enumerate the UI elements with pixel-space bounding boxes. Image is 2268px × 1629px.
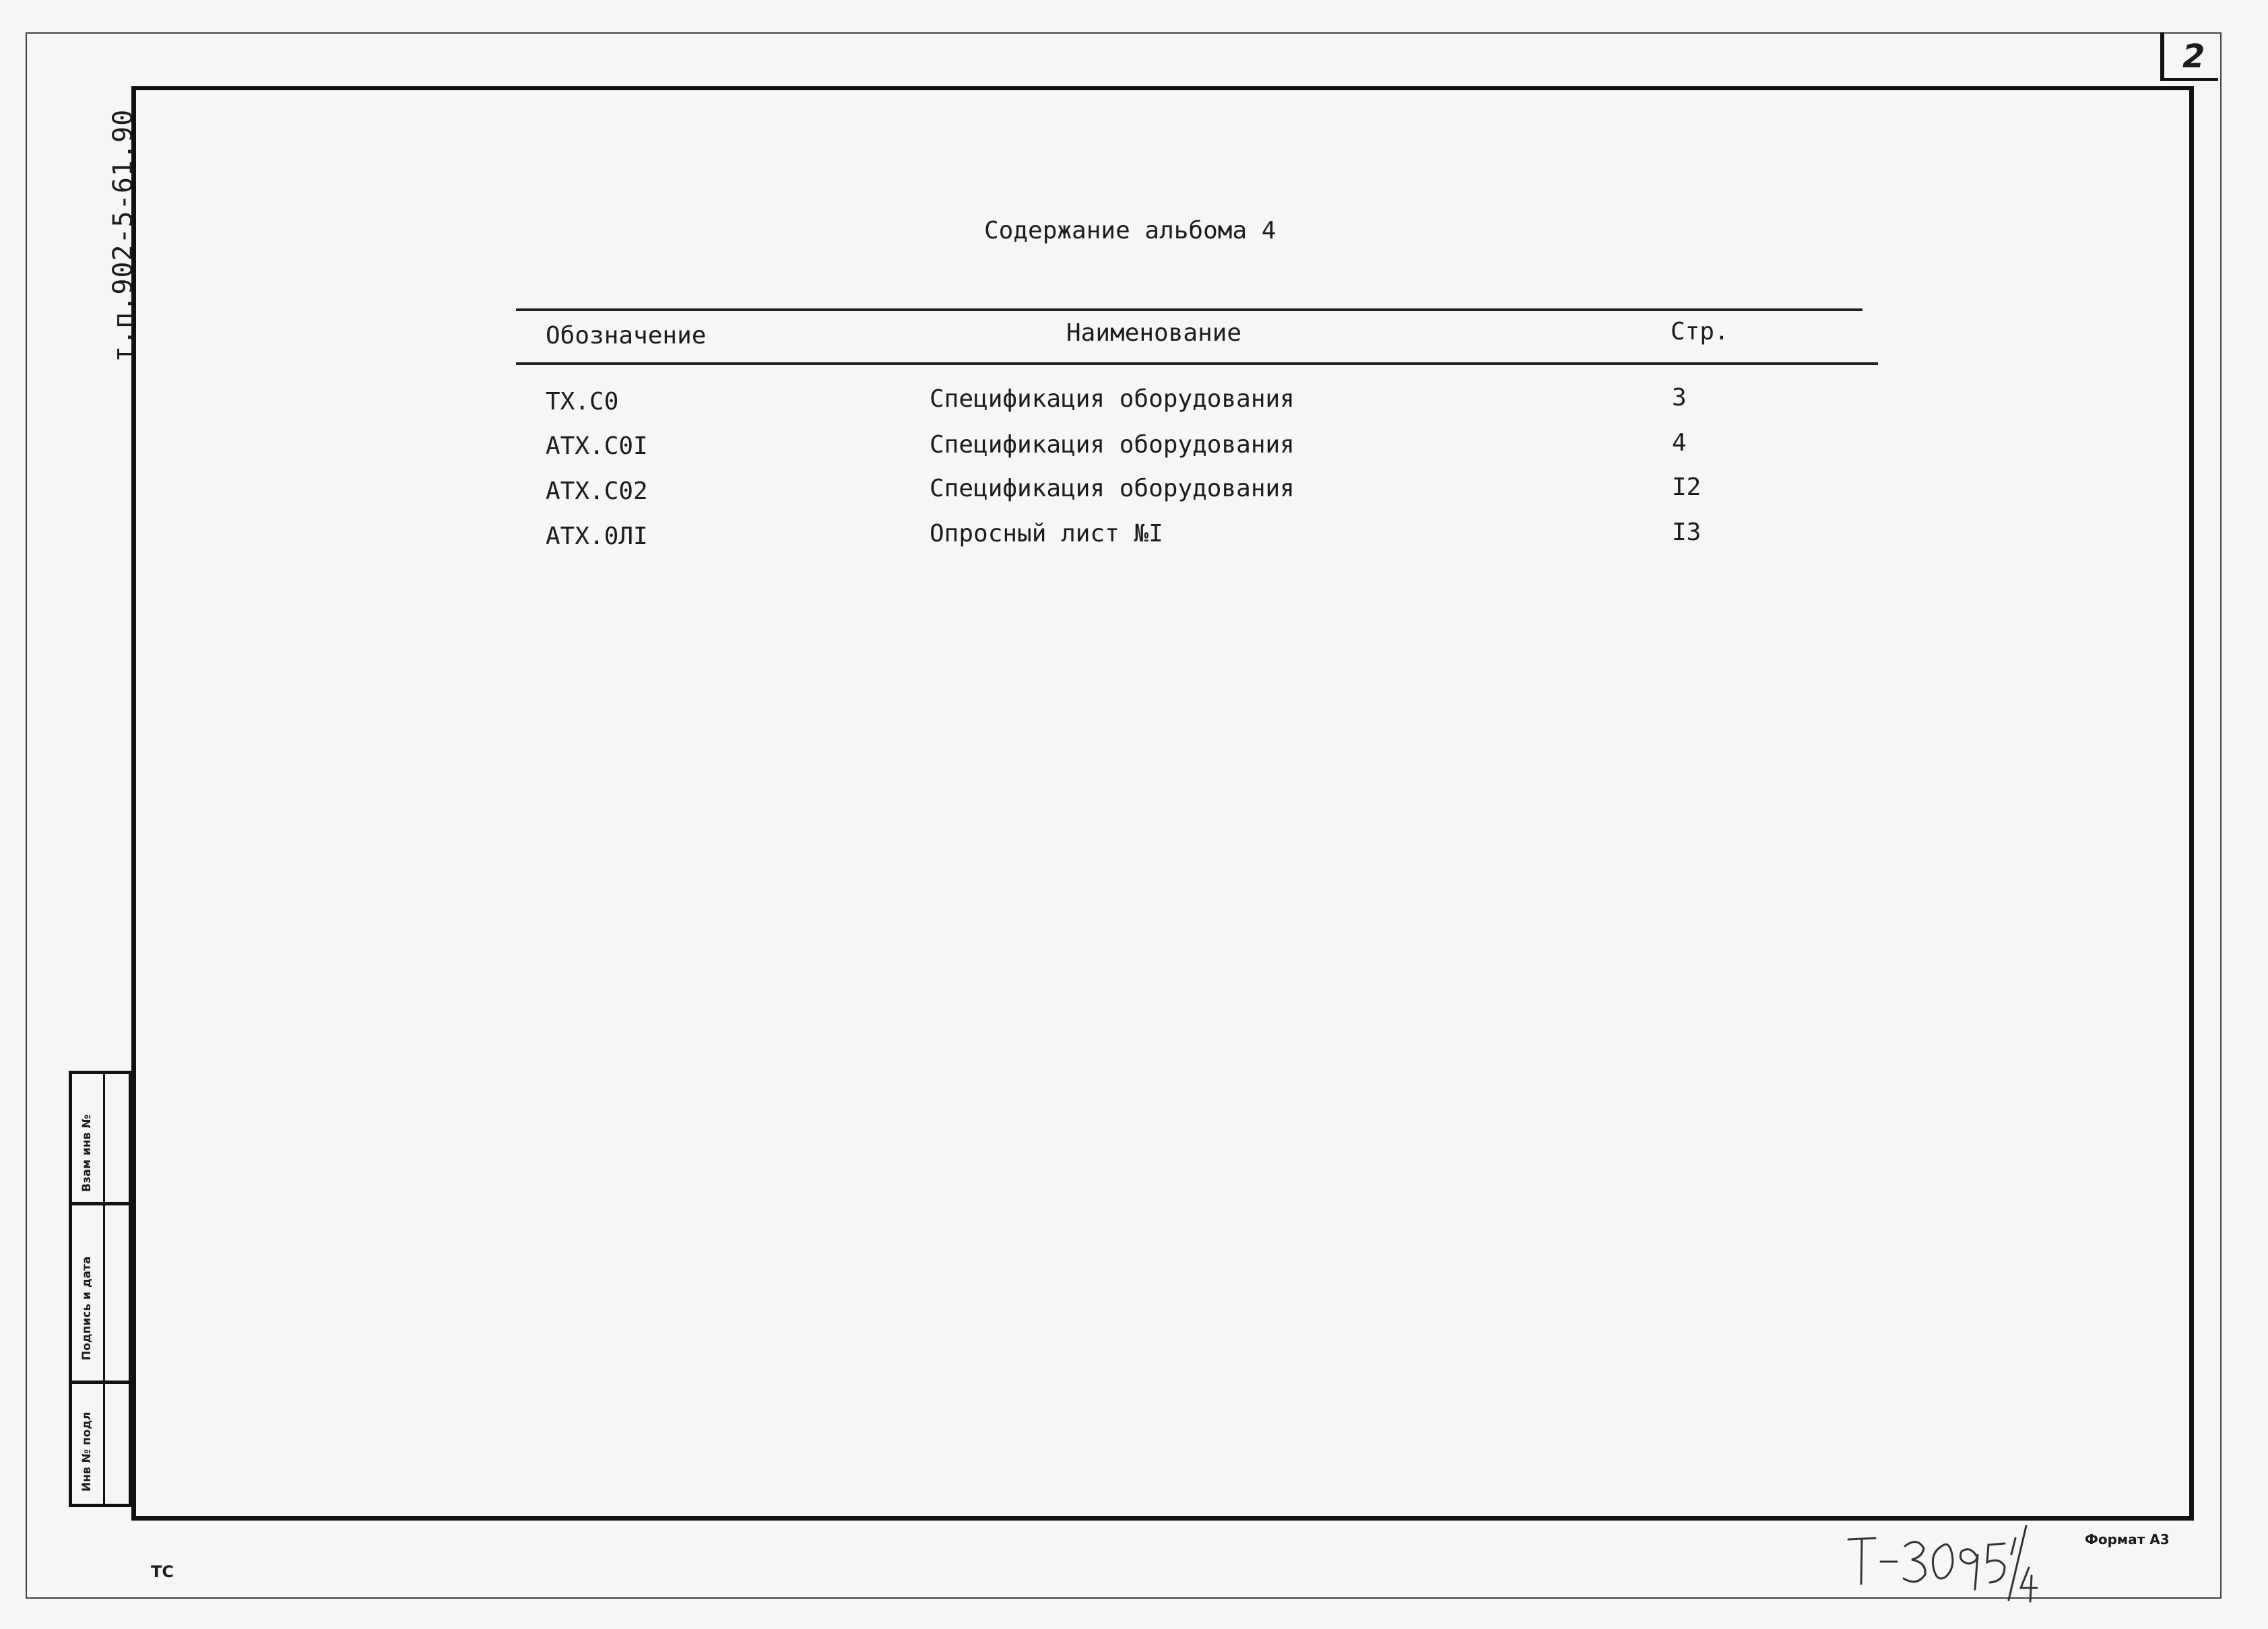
sheet-format-label: Формат А3 [2085, 1531, 2170, 1548]
stamp-divider [72, 1202, 129, 1205]
stamp-label-replace-inv: Взам инв № [80, 1115, 94, 1192]
column-header-name: Наименование [1066, 319, 1242, 347]
stamp-column-line [103, 1074, 105, 1504]
row-4-name: Опросный лист №I [930, 520, 1163, 547]
stamp-divider [72, 1381, 129, 1384]
column-header-designation: Обозначение [546, 322, 707, 350]
row-3-name: Спецификация оборудования [930, 475, 1295, 502]
row-4-page: I3 [1672, 519, 1702, 546]
page-title: Содержание альбома 4 [984, 217, 1276, 244]
row-2-name: Спецификация оборудования [930, 431, 1295, 459]
table-header-rule [516, 362, 1878, 365]
approval-stamp [69, 1071, 132, 1507]
row-1-name: Спецификация оборудования [930, 385, 1295, 413]
row-3-designation: АТХ.С02 [546, 477, 648, 505]
corner-mark: ТС [151, 1562, 174, 1581]
row-3-page: I2 [1672, 473, 1702, 501]
row-4-designation: АТХ.0ЛI [546, 523, 648, 550]
row-1-designation: ТХ.С0 [546, 388, 619, 415]
row-2-designation: АТХ.С0I [546, 432, 648, 460]
stamp-label-signature-date: Подпись и дата [80, 1256, 94, 1360]
drawing-frame [131, 86, 2194, 1521]
sheet-number: 2 [2182, 38, 2205, 75]
column-header-page: Стр. [1671, 318, 1729, 345]
archive-number-handwritten [1843, 1525, 2045, 1605]
table-top-rule [516, 308, 1862, 311]
stamp-label-original-inv: Инв № подл [80, 1411, 94, 1492]
document-code: т.п.902-5-61.90 [108, 108, 139, 362]
row-2-page: 4 [1672, 429, 1687, 457]
row-1-page: 3 [1672, 384, 1687, 411]
